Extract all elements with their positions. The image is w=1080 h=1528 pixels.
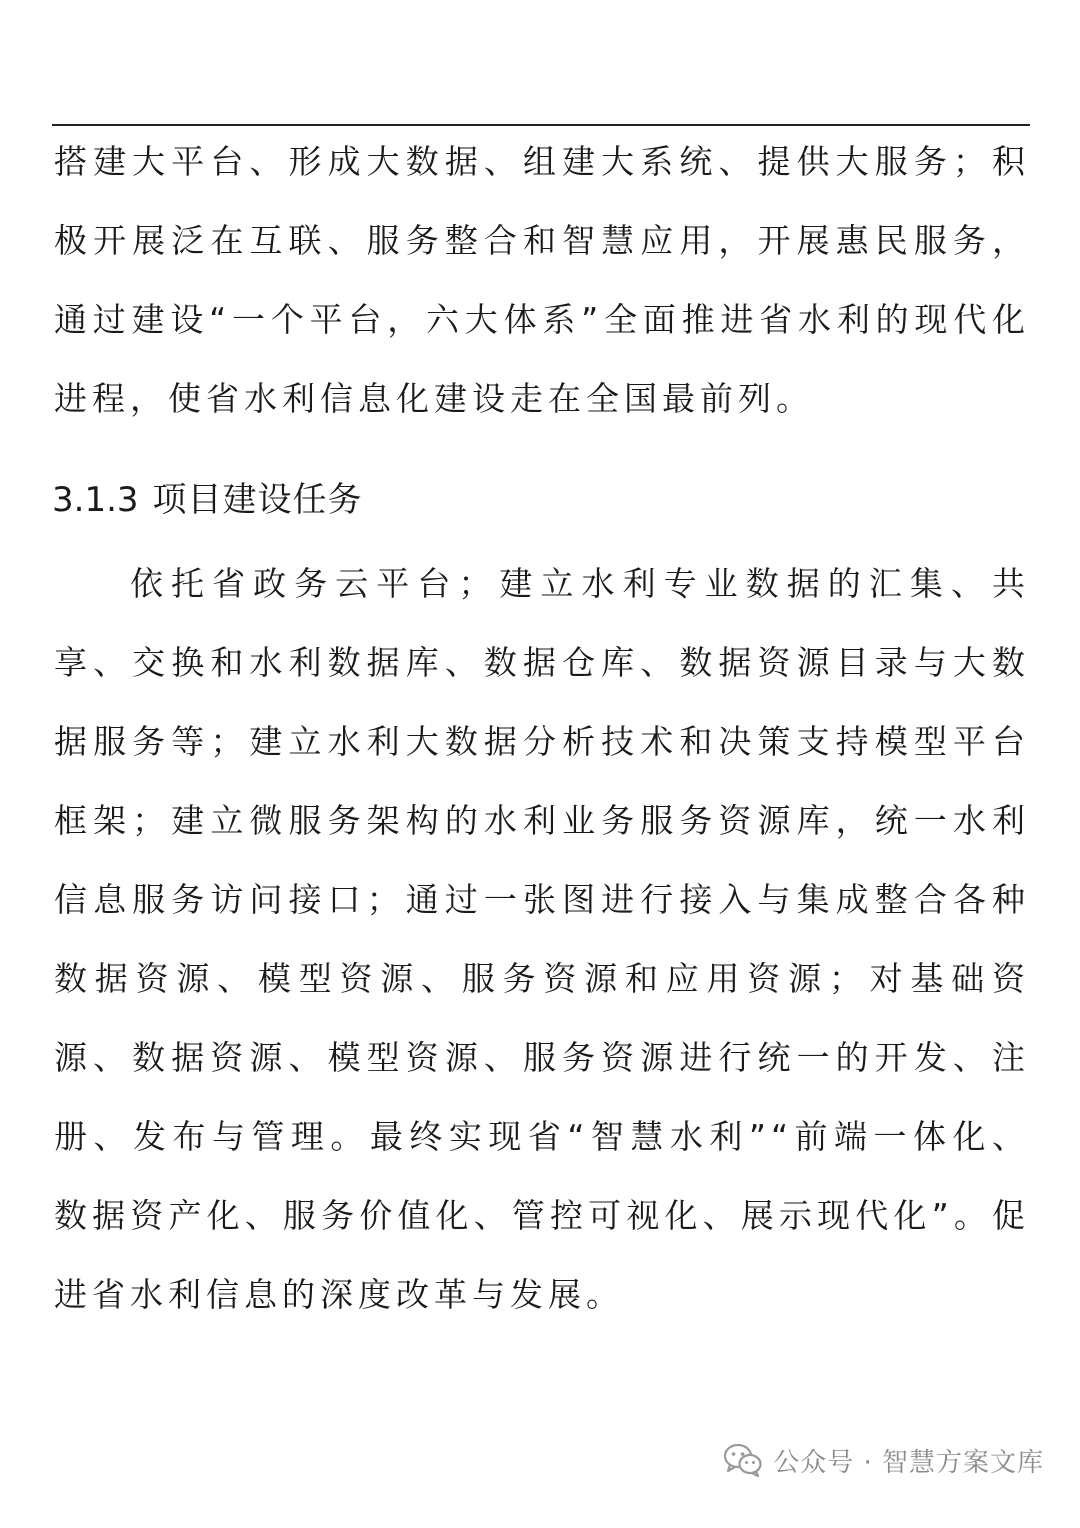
wechat-icon — [723, 1443, 763, 1477]
section-heading — [52, 470, 363, 530]
paragraph-intro: 搭建大平台、形成大数据、组建大系统、提供大服务；积极开展泛在互联、服务整合和智慧应用，开展惠民服务，通过建设“一个平台，六大体系”全面推进省水利的现代化进程，使省水利信息化建设走在全国最前列。 — [54, 142, 1030, 418]
paragraph-tasks: 依托省政务云平台；建立水利专业数据的汇集、共享、交换和水利数据库、数据仓库、数据资源目录与大数据服务等；建立水利大数据分析技术和决策支持模型平台框架；建立微服务架构的水利业务服务资源库，统一水利信息服务访问接口；通过一张图进行接入与集成整合各种数据资源、模型资源、服务资源和应用资源；对基础资源、数据资源、模型资源、服务资源进行统一的开发、注册、发布与管理。最终实现省“智慧水利”“前端一体化、数据资产化、服务价值化、管控可视化、展示现代化”。促进省水利信息的深度改革与发展。 — [54, 564, 1030, 1314]
section-number: 3.1.3 — [52, 480, 139, 520]
watermark-text: 公众号 · 智慧方案文库 — [773, 1447, 1044, 1478]
section-title: 项目建设任务 — [152, 480, 363, 520]
watermark — [723, 1440, 1044, 1480]
